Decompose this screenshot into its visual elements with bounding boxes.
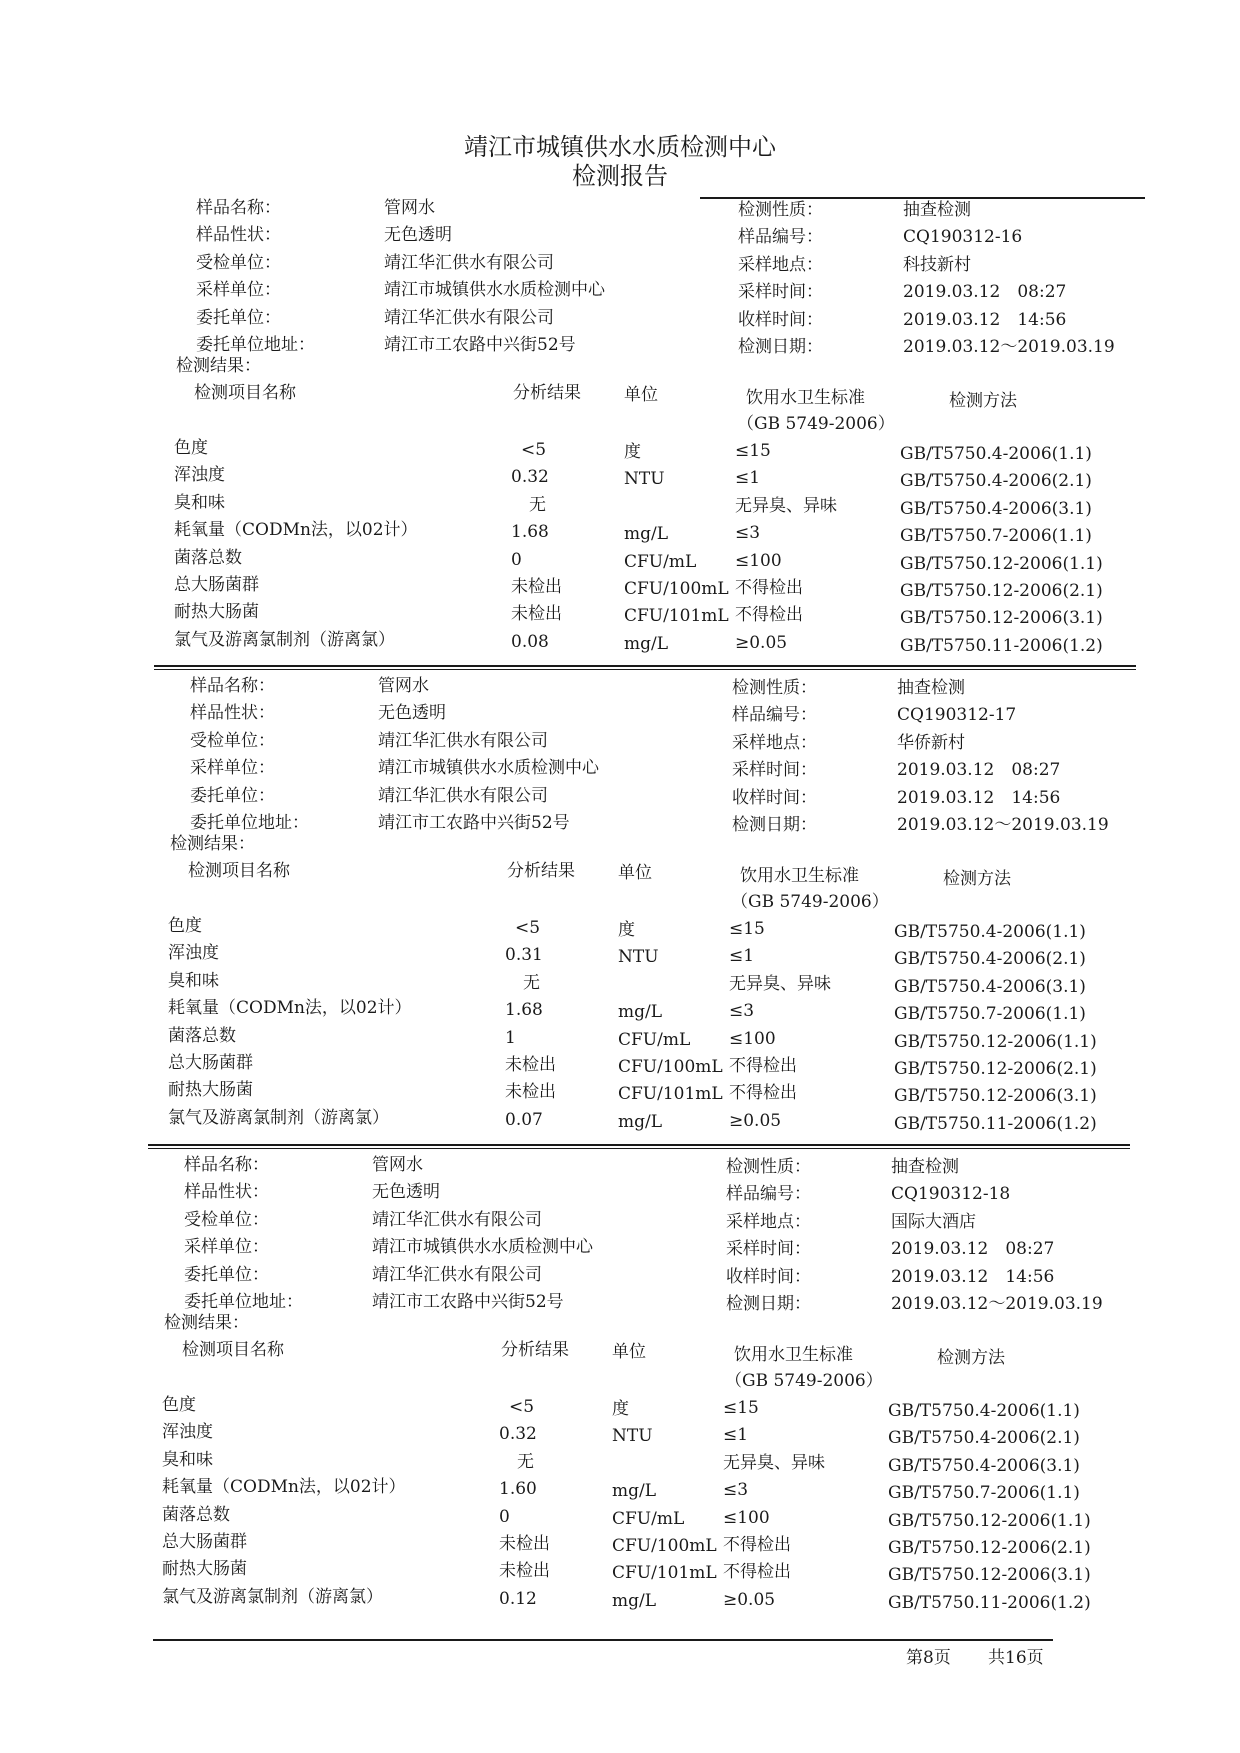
table-row-result: 0.08: [511, 631, 549, 652]
col-header-unit: 单位: [612, 1342, 646, 1362]
table-row-method: GB/T5750.12-2006(1.1): [894, 1031, 1097, 1052]
table-row-unit: 度: [612, 1399, 629, 1419]
section-rule: [148, 1148, 1130, 1149]
table-row-unit: CFU/mL: [612, 1508, 685, 1529]
col-header-item: 检测项目名称: [194, 383, 296, 403]
col-header-result: 分析结果: [513, 383, 581, 403]
table-row-item: 总大肠菌群: [174, 575, 259, 595]
info-value: 靖江市城镇供水水质检测中心: [384, 280, 605, 301]
table-row-unit: CFU/mL: [624, 551, 697, 572]
info-value: 靖江市工农路中兴街52号: [384, 335, 576, 355]
col-header-result: 分析结果: [501, 1340, 569, 1360]
table-row-item: 氯气及游离氯制剂（游离氯）: [174, 629, 395, 650]
table-row-item: 色度: [168, 916, 202, 936]
table-row-method: GB/T5750.12-2006(2.1): [888, 1538, 1091, 1558]
table-row-item: 耐热大肠菌: [162, 1559, 247, 1580]
table-row-item: 臭和味: [168, 970, 219, 991]
info-label: 受检单位：: [196, 252, 281, 273]
table-row-standard: 不得检出: [723, 1535, 791, 1555]
col-header-unit: 单位: [624, 385, 658, 405]
info-value: 管网水: [372, 1155, 423, 1175]
table-row-standard: ≥0.05: [729, 1110, 782, 1131]
info-label: 样品编号：: [732, 705, 817, 726]
table-row-method: GB/T5750.11-2006(1.2): [900, 635, 1103, 656]
table-row-item: 菌落总数: [162, 1504, 230, 1525]
table-row-item: 色度: [174, 438, 208, 458]
table-row-result: 0: [499, 1506, 510, 1527]
table-row-result: <5: [509, 1397, 535, 1417]
col-header-unit: 单位: [618, 863, 652, 883]
info-label: 样品名称：: [184, 1155, 269, 1175]
info-label: 受检单位：: [184, 1209, 269, 1230]
table-row-method: GB/T5750.7-2006(1.1): [900, 526, 1092, 547]
report-subtitle: 检测报告: [572, 162, 668, 190]
info-value: 2019.03.12 14:56: [897, 787, 1061, 808]
table-row-result: 无: [529, 494, 546, 515]
info-value: 靖江华汇供水有限公司: [384, 307, 554, 328]
info-value: CQ190312-18: [891, 1184, 1011, 1205]
info-value: 2019.03.12～2019.03.19: [891, 1294, 1103, 1314]
info-value: 华侨新村: [897, 732, 965, 753]
table-row-method: GB/T5750.12-2006(1.1): [900, 553, 1103, 574]
col-header-method: 检测方法: [949, 391, 1017, 411]
info-value: 2019.03.12 08:27: [903, 282, 1067, 303]
table-row-standard: ≤1: [735, 468, 761, 489]
table-row-method: GB/T5750.11-2006(1.2): [894, 1113, 1097, 1134]
table-row-standard: 无异臭、异味: [735, 495, 837, 516]
info-value: 抽查检测: [891, 1157, 959, 1177]
table-row-method: GB/T5750.12-2006(3.1): [900, 608, 1103, 629]
info-value: 管网水: [378, 676, 429, 696]
table-row-method: GB/T5750.12-2006(3.1): [888, 1565, 1091, 1586]
table-row-standard: 无异臭、异味: [723, 1452, 825, 1473]
table-row-method: GB/T5750.4-2006(3.1): [888, 1455, 1080, 1476]
info-value: 靖江华汇供水有限公司: [372, 1264, 542, 1285]
table-row-unit: NTU: [612, 1426, 653, 1447]
table-row-result: 未检出: [499, 1534, 550, 1554]
table-row-method: GB/T5750.4-2006(1.1): [888, 1401, 1080, 1421]
info-label: 采样单位：: [190, 758, 275, 779]
info-label: 收样时间：: [726, 1266, 811, 1287]
table-row-standard: ≤3: [723, 1480, 749, 1501]
table-row-method: GB/T5750.12-2006(1.1): [888, 1510, 1091, 1531]
table-row-standard: 不得检出: [729, 1056, 797, 1076]
results-label: 检测结果：: [164, 1313, 249, 1333]
table-row-item: 浑浊度: [168, 943, 219, 964]
table-row-unit: mg/L: [624, 633, 669, 654]
info-value: 科技新村: [903, 254, 971, 275]
table-row-unit: CFU/101mL: [624, 606, 729, 627]
table-row-result: 未检出: [505, 1055, 556, 1075]
info-value: 靖江市城镇供水水质检测中心: [372, 1237, 593, 1258]
table-row-unit: CFU/100mL: [612, 1536, 717, 1556]
table-row-unit: mg/L: [618, 1002, 663, 1023]
info-value: 2019.03.12 14:56: [891, 1266, 1055, 1287]
info-value: 靖江市城镇供水水质检测中心: [378, 758, 599, 779]
col-header-standard: 饮用水卫生标准: [746, 388, 865, 408]
header-rule: [700, 197, 1145, 199]
info-label: 委托单位地址：: [196, 335, 315, 355]
table-row-unit: mg/L: [624, 524, 669, 545]
table-row-standard: ≤100: [723, 1507, 770, 1528]
info-label: 委托单位：: [184, 1264, 269, 1285]
table-row-unit: 度: [618, 920, 635, 940]
info-label: 检测性质：: [726, 1157, 811, 1177]
table-row-standard: ≤15: [729, 919, 765, 939]
info-value: 无色透明: [372, 1182, 440, 1203]
table-row-standard: ≤100: [735, 550, 782, 571]
table-row-item: 菌落总数: [168, 1025, 236, 1046]
info-value: 靖江华汇供水有限公司: [384, 252, 554, 273]
table-row-unit: mg/L: [612, 1481, 657, 1502]
table-row-result: 无: [523, 972, 540, 993]
table-row-item: 耐热大肠菌: [174, 602, 259, 623]
col-header-method: 检测方法: [937, 1348, 1005, 1368]
info-value: 无色透明: [378, 703, 446, 724]
section-rule: [148, 1144, 1130, 1146]
info-label: 样品名称：: [196, 198, 281, 218]
table-row-result: 无: [517, 1451, 534, 1472]
table-row-result: 未检出: [511, 577, 562, 597]
table-row-result: 0.12: [499, 1588, 537, 1609]
info-value: 2019.03.12～2019.03.19: [897, 815, 1109, 835]
info-label: 采样时间：: [732, 760, 817, 781]
col-header-item: 检测项目名称: [188, 861, 290, 881]
table-row-method: GB/T5750.4-2006(2.1): [894, 949, 1086, 970]
info-label: 委托单位地址：: [190, 813, 309, 833]
info-label: 检测日期：: [732, 815, 817, 835]
table-row-result: 1.68: [505, 1000, 543, 1021]
table-row-method: GB/T5750.4-2006(1.1): [900, 444, 1092, 464]
table-row-item: 浑浊度: [174, 465, 225, 486]
info-label: 采样单位：: [184, 1237, 269, 1258]
col-header-standard-code: （GB 5749-2006）: [725, 1371, 883, 1391]
info-label: 样品编号：: [726, 1184, 811, 1205]
table-row-item: 耗氧量（CODMn法，以02计）: [168, 998, 412, 1019]
col-header-standard-code: （GB 5749-2006）: [731, 892, 889, 912]
info-label: 收样时间：: [732, 787, 817, 808]
info-label: 委托单位：: [190, 785, 275, 806]
info-label: 样品名称：: [190, 676, 275, 696]
info-label: 委托单位地址：: [184, 1292, 303, 1312]
table-row-unit: CFU/101mL: [612, 1563, 717, 1584]
info-label: 受检单位：: [190, 730, 275, 751]
table-row-method: GB/T5750.7-2006(1.1): [894, 1004, 1086, 1025]
table-row-item: 耗氧量（CODMn法，以02计）: [162, 1477, 406, 1498]
table-row-item: 浑浊度: [162, 1422, 213, 1443]
table-row-item: 总大肠菌群: [162, 1532, 247, 1552]
table-row-standard: 不得检出: [723, 1562, 791, 1583]
info-value: 2019.03.12 08:27: [897, 760, 1061, 781]
table-row-standard: 不得检出: [729, 1083, 797, 1104]
table-row-standard: ≤1: [723, 1425, 749, 1446]
table-row-unit: NTU: [624, 469, 665, 490]
table-row-result: 0: [511, 549, 522, 570]
table-row-method: GB/T5750.7-2006(1.1): [888, 1483, 1080, 1504]
table-row-item: 耐热大肠菌: [168, 1080, 253, 1101]
table-row-unit: 度: [624, 442, 641, 462]
table-row-standard: ≤1: [729, 946, 755, 967]
section-rule: [154, 669, 1136, 670]
info-label: 采样时间：: [738, 282, 823, 303]
table-row-result: 未检出: [505, 1082, 556, 1103]
table-row-standard: ≤15: [735, 441, 771, 461]
table-row-standard: ≤3: [735, 523, 761, 544]
info-label: 样品性状：: [196, 225, 281, 246]
info-label: 采样地点：: [726, 1211, 811, 1232]
table-row-result: 未检出: [511, 604, 562, 625]
page-total: 共16页: [988, 1648, 1044, 1668]
info-value: 抽查检测: [897, 678, 965, 698]
info-label: 采样单位：: [196, 280, 281, 301]
section-rule: [154, 665, 1136, 667]
info-label: 采样时间：: [726, 1239, 811, 1260]
table-row-unit: CFU/100mL: [618, 1057, 723, 1077]
table-row-standard: 不得检出: [735, 605, 803, 626]
info-label: 检测日期：: [738, 337, 823, 357]
info-value: 2019.03.12～2019.03.19: [903, 337, 1115, 357]
table-row-method: GB/T5750.12-2006(2.1): [894, 1059, 1097, 1079]
table-row-method: GB/T5750.4-2006(3.1): [894, 976, 1086, 997]
info-label: 样品性状：: [184, 1182, 269, 1203]
info-value: 靖江市工农路中兴街52号: [372, 1292, 564, 1312]
table-row-method: GB/T5750.4-2006(2.1): [900, 471, 1092, 492]
table-row-item: 臭和味: [162, 1449, 213, 1470]
col-header-standard: 饮用水卫生标准: [740, 866, 859, 886]
info-label: 检测日期：: [726, 1294, 811, 1314]
table-row-item: 氯气及游离氯制剂（游离氯）: [168, 1107, 389, 1128]
info-value: 国际大酒店: [891, 1211, 976, 1232]
table-row-method: GB/T5750.4-2006(3.1): [900, 498, 1092, 519]
table-row-unit: CFU/101mL: [618, 1084, 723, 1105]
info-value: 靖江华汇供水有限公司: [378, 730, 548, 751]
table-row-unit: NTU: [618, 947, 659, 968]
table-row-standard: 不得检出: [735, 578, 803, 598]
info-value: 靖江华汇供水有限公司: [378, 785, 548, 806]
table-row-result: 1.60: [499, 1479, 537, 1500]
info-label: 样品编号：: [738, 227, 823, 248]
table-row-method: GB/T5750.11-2006(1.2): [888, 1592, 1091, 1613]
info-label: 收样时间：: [738, 309, 823, 330]
results-label: 检测结果：: [170, 834, 255, 854]
table-row-unit: CFU/100mL: [624, 579, 729, 599]
table-row-standard: ≥0.05: [723, 1589, 776, 1610]
info-label: 样品性状：: [190, 703, 275, 724]
info-label: 委托单位：: [196, 307, 281, 328]
info-value: 2019.03.12 14:56: [903, 309, 1067, 330]
info-value: 靖江市工农路中兴街52号: [378, 813, 570, 833]
footer-rule: [153, 1639, 1053, 1641]
col-header-result: 分析结果: [507, 861, 575, 881]
table-row-result: 1: [505, 1027, 516, 1048]
info-value: 靖江华汇供水有限公司: [372, 1209, 542, 1230]
results-label: 检测结果：: [176, 356, 261, 376]
col-header-standard: 饮用水卫生标准: [734, 1345, 853, 1365]
col-header-item: 检测项目名称: [182, 1340, 284, 1360]
table-row-result: 0.32: [499, 1424, 537, 1445]
col-header-standard-code: （GB 5749-2006）: [737, 414, 895, 434]
table-row-method: GB/T5750.12-2006(3.1): [894, 1086, 1097, 1107]
table-row-result: 0.07: [505, 1109, 543, 1130]
info-value: 2019.03.12 08:27: [891, 1239, 1055, 1260]
table-row-item: 氯气及游离氯制剂（游离氯）: [162, 1586, 383, 1607]
table-row-unit: CFU/mL: [618, 1029, 691, 1050]
page-number: 第8页: [906, 1648, 951, 1668]
table-row-standard: ≥0.05: [735, 632, 788, 653]
info-value: CQ190312-16: [903, 227, 1023, 248]
table-row-result: <5: [515, 918, 541, 938]
table-row-item: 耗氧量（CODMn法，以02计）: [174, 520, 418, 541]
table-row-result: 1.68: [511, 522, 549, 543]
table-row-item: 菌落总数: [174, 547, 242, 568]
table-row-result: 0.32: [511, 467, 549, 488]
table-row-result: 未检出: [499, 1561, 550, 1582]
table-row-method: GB/T5750.12-2006(2.1): [900, 581, 1103, 601]
table-row-standard: 无异臭、异味: [729, 973, 831, 994]
table-row-unit: mg/L: [618, 1111, 663, 1132]
table-row-standard: ≤15: [723, 1398, 759, 1418]
info-value: 无色透明: [384, 225, 452, 246]
info-value: 抽查检测: [903, 200, 971, 220]
table-row-item: 总大肠菌群: [168, 1053, 253, 1073]
table-row-method: GB/T5750.4-2006(2.1): [888, 1428, 1080, 1449]
col-header-method: 检测方法: [943, 869, 1011, 889]
table-row-item: 色度: [162, 1395, 196, 1415]
table-row-result: 0.31: [505, 945, 543, 966]
table-row-standard: ≤3: [729, 1001, 755, 1022]
info-label: 采样地点：: [732, 732, 817, 753]
info-label: 检测性质：: [732, 678, 817, 698]
table-row-result: <5: [521, 440, 547, 460]
report-title: 靖江市城镇供水水质检测中心: [464, 133, 776, 161]
table-row-item: 臭和味: [174, 492, 225, 513]
table-row-method: GB/T5750.4-2006(1.1): [894, 922, 1086, 942]
info-value: 管网水: [384, 198, 435, 218]
table-row-standard: ≤100: [729, 1028, 776, 1049]
info-label: 采样地点：: [738, 254, 823, 275]
table-row-unit: mg/L: [612, 1590, 657, 1611]
info-value: CQ190312-17: [897, 705, 1017, 726]
info-label: 检测性质：: [738, 200, 823, 220]
